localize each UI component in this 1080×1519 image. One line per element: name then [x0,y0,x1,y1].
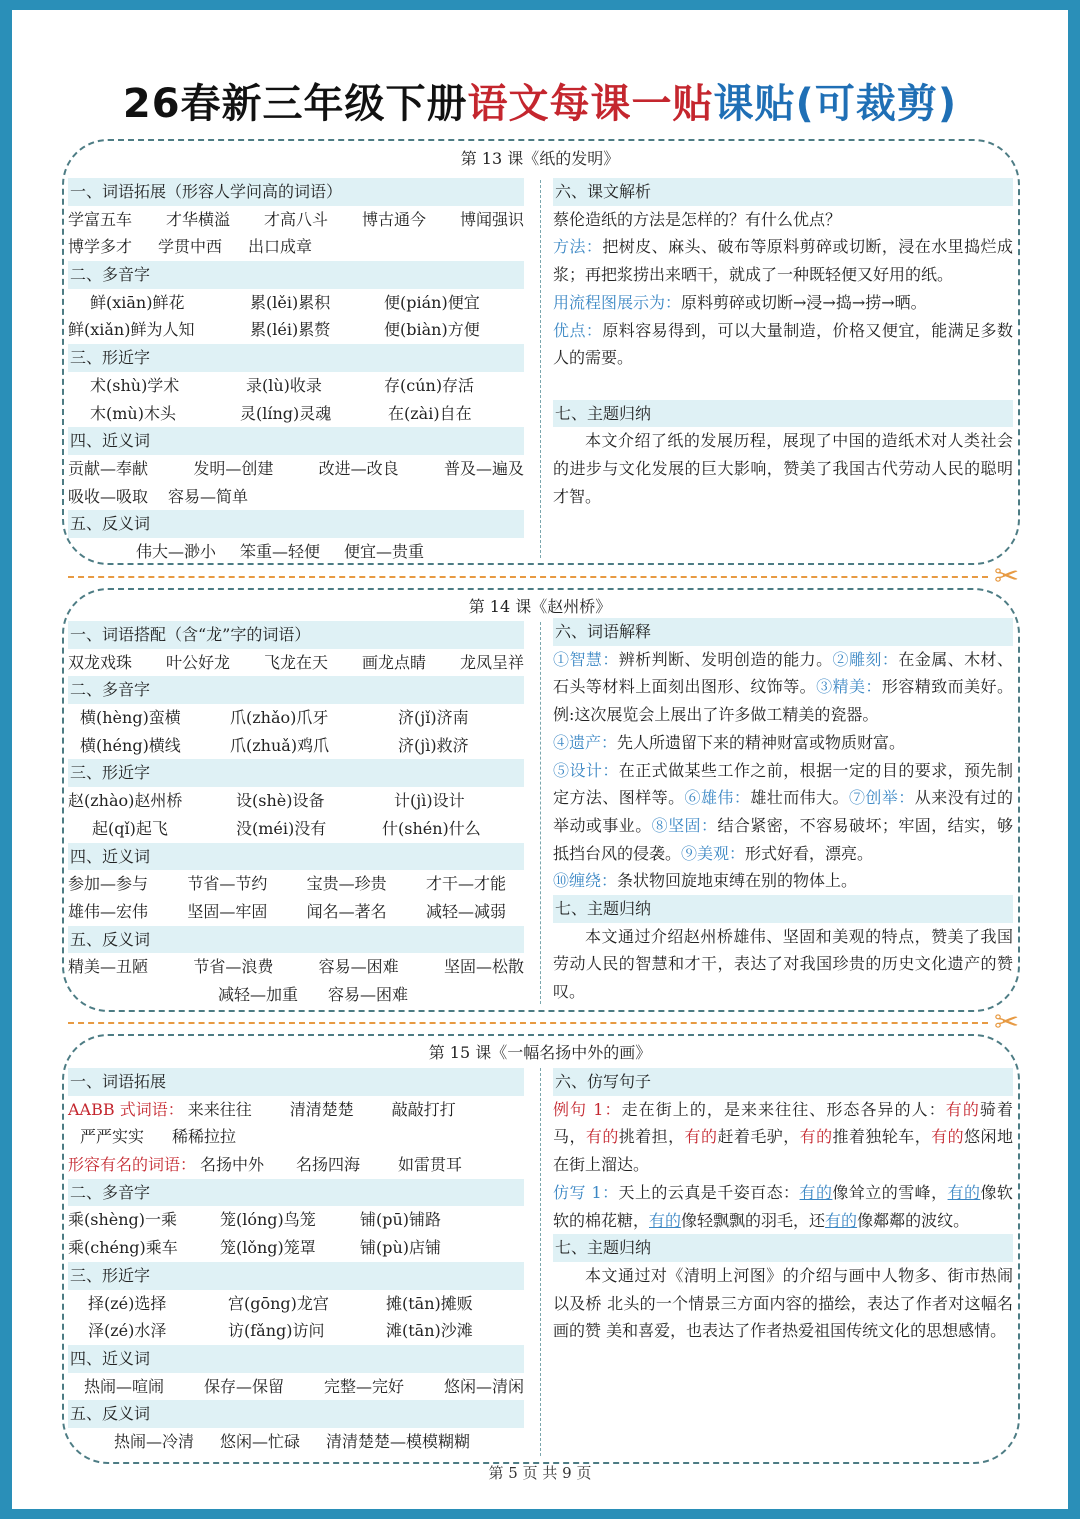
word: 便(biàn)方便 [384,320,480,340]
word: 乘(shèng)一乘 [68,1210,178,1230]
summary-text: 本文通过介绍赵州桥雄伟、坚固和美观的特点，赞美了我国劳动人民的智慧和才干，表达了对我国珍贵的历史文化遗产的赞叹。 [553,926,1013,1002]
lesson-13-divider [540,180,541,558]
word: 热闹—喧闹 [84,1376,165,1396]
section-title: 七、主题归纳 [553,1234,1013,1262]
word: 赵(zhào)赵州桥 [68,791,183,811]
section-title: 四、近义词 [68,427,524,455]
word: 容易—困难 [328,984,409,1004]
word: 伟大—渺小 [136,541,217,561]
word: 木(mù)木头 [90,403,176,423]
term: ⑧坚固： [651,815,718,835]
keyword: 有的 [931,1127,965,1147]
word-row [68,233,524,261]
word: 来来往往 [187,1099,252,1119]
word: 悠闲—清闲 [443,1376,524,1396]
word: 累(léi)累赘 [250,320,331,340]
word-explanations [553,757,1013,868]
word: 减轻—加重 [218,984,299,1004]
word-row [68,1234,524,1262]
sentence-part: 赶着毛驴， [717,1127,800,1147]
word-explanations [553,867,1013,895]
section-title: 五、反义词 [68,926,524,954]
word: 雄伟—宏伟 [68,901,149,921]
section-title: 七、主题归纳 [553,895,1013,923]
word: 叶公好龙 [165,652,230,672]
definition: 辨析判断、发明创造的能力。 [618,649,833,669]
word: 在(zài)自在 [388,403,472,423]
keyword: 有的 [799,1182,833,1202]
lesson-13-header: 第 13 课《纸的发明》 [460,149,620,168]
section-title: 五、反义词 [68,510,524,538]
word-row [68,206,524,234]
word: 精美—丑陋 [68,957,149,977]
word-row [68,1373,524,1401]
word: 悠闲—忙碌 [220,1431,301,1451]
word: 出口成章 [248,237,313,257]
lesson-14-right [553,618,1013,1006]
advantage-text [553,317,1013,372]
keyword: 有的 [585,1127,619,1147]
word: 起(qǐ)起飞 [92,818,168,838]
section-title: 一、词语拓展 [68,1068,524,1096]
word: 保存—保留 [203,1376,284,1396]
word-explanations [553,646,1013,729]
sentence-part: 走在街上的，是来来往往、形态各异的人： [621,1099,946,1119]
word: 铺(pù)店铺 [360,1238,442,1258]
famous-label: 形容有名的词语： [68,1155,197,1175]
word: 鲜(xiān)鲜花 [90,292,185,312]
flow-label: 用流程图展示为： [553,292,682,312]
word: 清清楚楚 [289,1099,354,1119]
word: 鲜(xiǎn)鲜为人知 [68,320,195,340]
word-row [68,400,524,428]
lesson-15-right [553,1068,1013,1345]
word-row [68,898,524,926]
word-row [68,732,524,760]
word-row [68,1428,524,1456]
definition: 条状物回旋地束缚在别的物体上。 [617,871,858,891]
word: 学富五车 [68,209,133,229]
word: 笨重—轻便 [240,541,321,561]
scissors-icon: ✂ [994,559,1020,594]
section-title: 六、词语解释 [553,618,1013,646]
word-row [68,483,524,511]
word: 没(méi)没有 [236,818,327,838]
word-row [68,649,524,677]
word-row [68,455,524,483]
method-content: 把树皮、麻头、破布等原料剪碎或切断，浸在水里捣烂成浆；再把浆捞出来晒干，就成了一种既轻便又好用的纸。 [553,237,1013,285]
word: 吸收—吸取 [68,486,149,506]
sentence-part: 像软软的棉花糖， [553,1182,1013,1230]
word: 便宜—贵重 [344,541,425,561]
sentence-part: 像轻飘飘的羽毛，还 [681,1210,826,1230]
lesson-15-divider [540,1068,541,1456]
term: ②雕刻： [832,649,899,669]
word: 完整—完好 [323,1376,404,1396]
word: 录(lù)收录 [246,375,322,395]
sentence-part: 像鄰鄰的波纹。 [857,1210,970,1230]
word: 才华横溢 [165,209,230,229]
term: ⑦创举： [848,788,915,808]
section-title: 七、主题归纳 [553,400,1013,428]
word: 博闻强识 [459,209,524,229]
sentence-part: 挑着担， [618,1127,685,1147]
word: 清清楚楚—模模糊糊 [326,1431,471,1451]
word: 爪(zhuǎ)鸡爪 [230,735,330,755]
word-row [68,815,524,843]
lesson-14-left [68,621,524,1009]
word: 如雷贯耳 [398,1155,463,1175]
cut-line [68,1022,988,1024]
page-number: 第 5 页 共 9 页 [488,1464,592,1482]
word: 热闹—冷清 [114,1431,195,1451]
word: 存(cún)存活 [384,375,475,395]
word-row [68,953,524,981]
word: 发明—创建 [193,458,274,478]
term: ⑨美观： [681,843,746,863]
definition: 在金属、木材、石头等材料上面刻出图形、纹饰等。 [553,649,1013,697]
definition: 结合紧密，不容易破坏；牢固，结实，够抵挡台风的侵袭。 [553,815,1013,863]
word: 博学多才 [68,237,133,257]
definition: 在正式做某些工作之前，根据一定的目的要求，预先制定方法、图样等。 [553,760,1013,808]
keyword: 有的 [649,1210,682,1230]
section-title: 四、近义词 [68,1345,524,1373]
definition: 雄壮而伟大。 [750,788,849,808]
word: 济(jì)救济 [398,735,469,755]
word: 择(zé)选择 [88,1293,167,1313]
section-title: 三、形近字 [68,759,524,787]
word-row [68,1317,524,1345]
word-row [68,1290,524,1318]
section-title: 一、词语搭配（含“龙”字的词语） [68,621,524,649]
word: 双龙戏珠 [68,652,133,672]
cut-line [68,576,988,578]
word: 博古通今 [361,209,426,229]
section-title: 二、多音字 [68,261,524,289]
method-text [553,233,1013,288]
section-title: 二、多音字 [68,1179,524,1207]
example-sentence [553,1096,1013,1179]
word: 稀稀拉拉 [172,1127,237,1147]
lesson-15-header: 第 15 课《一幅名扬中外的画》 [428,1043,652,1062]
word: 设(shè)设备 [236,791,325,811]
summary-text: 本文介绍了纸的发展历程，展现了中国的造纸术对人类社会的进步与文化发展的巨大影响，赞美了我国古代劳动人民的聪明才智。 [553,431,1013,506]
definition: 从来没有过的举动或事业。 [553,788,1013,835]
word-row [68,1123,524,1151]
word: 横(héng)横线 [80,735,181,755]
keyword: 有的 [799,1127,833,1147]
lesson-13-right [553,178,1013,510]
sentence-part: 天上的云真是千姿百态： [618,1182,800,1202]
keyword: 有的 [945,1099,980,1119]
scissors-icon: ✂ [994,1005,1020,1040]
imitation-sentence [553,1179,1013,1234]
section-title: 五、反义词 [68,1400,524,1428]
section-title: 三、形近字 [68,344,524,372]
section-title: 三、形近字 [68,1262,524,1290]
word: 才高八斗 [263,209,328,229]
word: 术(shù)学术 [90,375,180,395]
section-title: 四、近义词 [68,843,524,871]
question-text: 蔡伦造纸的方法是怎样的？有什么优点？ [553,209,842,229]
word: 严严实实 [80,1127,145,1147]
word: 龙凤呈祥 [459,652,524,672]
term: ③精美： [816,677,882,697]
word-row [68,316,524,344]
word: 敲敲打打 [391,1099,456,1119]
word: 容易—困难 [318,957,399,977]
word: 画龙点睛 [361,652,426,672]
imitation-label: 仿写 1： [553,1182,619,1202]
word: 贡献—奉献 [68,458,149,478]
word: 便(pián)便宜 [384,292,480,312]
word-row [68,1151,524,1179]
word-row [68,538,524,566]
word: 铺(pū)铺路 [360,1210,442,1230]
word-row [68,981,524,1009]
title-part-1: 26春新三年级下册 [122,81,468,127]
sentence-part: 像耸立的雪峰， [832,1182,948,1202]
word: 泽(zé)水泽 [88,1321,167,1341]
word: 摊(tān)摊贩 [386,1293,473,1313]
word: 笼(lóng)鸟笼 [220,1210,316,1230]
flow-content: 原料剪碎或切断→浸→捣→捞→晒。 [681,292,927,312]
advantage-content: 原料容易得到，可以大量制造，价格又便宜，能满足多数人的需要。 [553,320,1013,368]
term: ①智慧： [553,649,619,669]
word: 改进—改良 [318,458,399,478]
title-part-3: 课贴(可裁剪) [713,81,958,127]
title-part-2: 语文每课一贴 [467,81,714,127]
word: 闻名—著名 [306,901,387,921]
method-label: 方法： [553,237,603,257]
definition: 形式好看，漂亮。 [745,843,874,863]
lesson-14-divider [540,622,541,1004]
page-title [0,72,1080,129]
word: 笼(lǒng)笼罩 [220,1238,316,1258]
word-row [68,787,524,815]
sentence-part: 悠闲地在街上溜达。 [553,1127,1013,1175]
word: 名扬四海 [296,1155,361,1175]
word: 节省—节约 [187,874,268,894]
lesson-13-left [68,178,524,566]
lesson-15-left [68,1068,524,1456]
word: 坚固—牢固 [187,901,268,921]
word: 滩(tān)沙滩 [386,1321,473,1341]
lesson-14-header: 第 14 课《赵州桥》 [468,597,612,616]
word: 飞龙在天 [263,652,328,672]
word: 学贯中西 [158,237,223,257]
word-row [68,1096,524,1124]
section-title: 六、仿写句子 [553,1068,1013,1096]
term: ④遗产： [553,732,618,752]
sentence-part: 骑着马， [553,1099,1013,1147]
term: ⑩缠绕： [553,871,618,891]
term: ⑥雄伟： [684,788,751,808]
example-label: 例句 1： [553,1099,622,1119]
keyword: 有的 [947,1182,981,1202]
keyword: 有的 [684,1127,718,1147]
word: 才干—才能 [425,874,506,894]
word: 名扬中外 [200,1155,265,1175]
word-row [68,704,524,732]
keyword: 有的 [825,1210,858,1230]
summary-text: 本文通过对《清明上河图》的介绍与画中人物多、街市热闹以及桥 北头的一个情景三方面内容的描绘，表达了作者对这幅名画的赞 美和喜爱，也表达了作者热爱祖国传统文化的思想感情。 [553,1265,1013,1341]
word: 宫(gōng)龙宫 [228,1293,329,1313]
word: 爪(zhǎo)爪牙 [230,708,329,728]
flow-text [553,289,1013,317]
word: 参加—参与 [68,874,149,894]
section-title: 二、多音字 [68,676,524,704]
word: 乘(chéng)乘车 [68,1238,178,1258]
word-row [68,372,524,400]
word-row [68,289,524,317]
word: 灵(líng)灵魂 [240,403,332,423]
word-explanations [553,729,1013,757]
word: 累(lěi)累积 [250,292,331,312]
word: 什(shén)什么 [382,818,481,838]
word: 坚固—松散 [443,957,524,977]
word: 容易—简单 [168,486,249,506]
advantage-label: 优点： [553,320,603,340]
word: 宝贵—珍贵 [306,874,387,894]
word: 普及—遍及 [443,458,524,478]
term: ⑤设计： [553,760,619,780]
definition: 形容精致而美好。例:这次展览会上展出了许多做工精美的瓷器。 [553,677,1013,725]
word-row [68,870,524,898]
sentence-part: 推着独轮车， [832,1127,932,1147]
aabb-label: AABB 式词语： [68,1099,184,1119]
section-title: 六、课文解析 [553,178,1013,206]
word: 减轻—减弱 [425,901,506,921]
word: 访(fǎng)访问 [228,1321,325,1341]
word: 节省—浪费 [193,957,274,977]
word: 横(hèng)蛮横 [80,708,181,728]
word-row [68,1206,524,1234]
section-title: 一、词语拓展（形容人学问高的词语） [68,178,524,206]
definition: 先人所遗留下来的精神财富或物质财富。 [617,732,906,752]
word: 济(jǐ)济南 [398,708,469,728]
word: 计(jì)设计 [394,791,465,811]
